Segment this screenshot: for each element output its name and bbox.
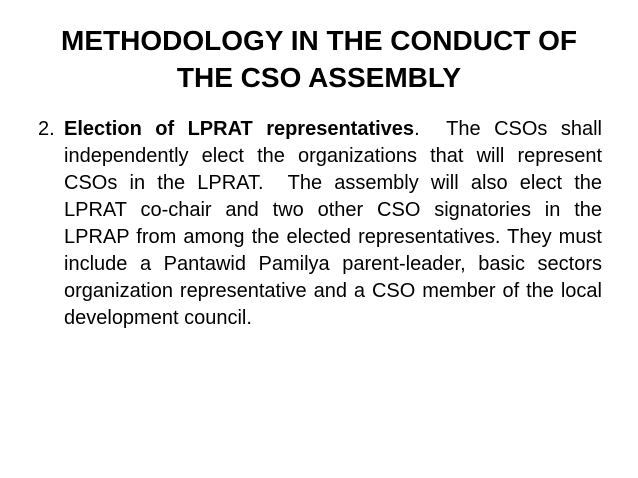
item-heading-punctuation: . [414, 118, 420, 140]
slide-title-line-1: METHODOLOGY IN THE CONDUCT OF [61, 25, 577, 56]
slide-title-line-2: THE CSO ASSEMBLY [176, 62, 462, 93]
item-number: 2. [38, 118, 55, 140]
item-paragraph [64, 116, 608, 332]
numbered-item [38, 116, 608, 332]
item-body: The CSOs shall independently elect the organizations that will represent CSOs in the LPRAT. The assembly will also elect the LPRAT co-chair and two other CSO signatories in the LPRAP from among the elected representatives. They must include a Pantawid Pamilya parent-leader, basic sectors organization representative and a CSO member of the local development council. [64, 118, 608, 329]
slide-title [28, 22, 610, 96]
item-heading: Election of LPRAT representatives [64, 118, 415, 140]
